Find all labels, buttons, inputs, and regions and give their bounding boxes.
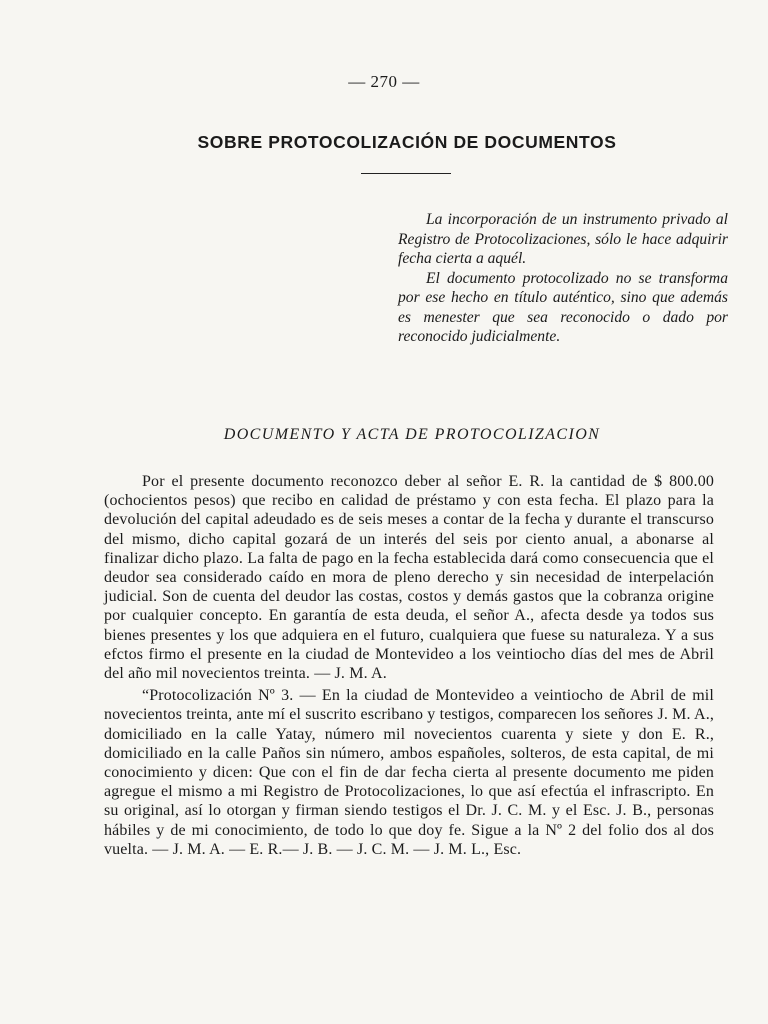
body-text [104, 472, 714, 859]
title-divider [361, 173, 451, 174]
section-heading: DOCUMENTO Y ACTA DE PROTOCOLIZACION [223, 426, 601, 443]
abstract-paragraph: El documento protocolizado no se transforma por ese hecho en título auténtico, sino que además es menester que sea reconocido o dado por reconocido judicialmente. [398, 269, 728, 345]
body-paragraph-document: Por el presente documento reconozco deber al señor E. R. la cantidad de $ 800.00 (ochocientos pesos) que recibo en calidad de préstamo y con esta fecha. El plazo para la devolución del capital adeudado es de seis meses a contar de la fecha y durante el transcurso del mismo, dicho capital gozará de un interés del seis por ciento anual, a abonarse al finalizar dicho plazo. La falta de pago en la fecha establecida dará como consecuencia que el deudor sea considerado caído en mora de pleno derecho y sin necesidad de interpelación judicial. Son de cuenta del deudor las costas, costos y demás gastos que la cobranza origine por cualquier concepto. En garantía de esta deuda, el señor A., afecta desde ya todos sus bienes presentes y los que adquiera en el futuro, cualquiera que fuese su naturaleza. Y a sus efctos firmo el presente en la ciudad de Montevideo a los veintiocho días del mes de Abril del año mil novecientos treinta. — J. M. A. [104, 473, 714, 683]
page-title: SOBRE PROTOCOLIZACIÓN DE DOCUMENTOS [197, 132, 617, 152]
abstract-paragraph: La incorporación de un instrumento privado al Registro de Protocolizaciones, sólo le hace adquirir fecha cierta a aquél. [398, 211, 728, 267]
page-number: — 270 — [348, 72, 420, 91]
body-paragraph-protocolization: “Protocolización Nº 3. — En la ciudad de Montevideo a veintiocho de Abril de mil novecientos treinta, ante mí el suscrito escribano y testigos, comparecen los señores J. M. A., domiciliado en la calle Yatay, número mil novecientos cuarenta y siete y don E. R., domiciliado en la calle Paños sin número, ambos españoles, solteros, de esta capital, de mi conocimiento y dicen: Que con el fin de dar fecha cierta al presente documento me piden agregue el mismo a mi Registro de Protocolizaciones, lo que así efectúa el infrascripto. En su original, así lo otorgan y firman siendo testigos el Dr. J. C. M. y el Esc. J. B., personas hábiles y de mi conocimiento, de todo lo que doy fe. Sigue a la Nº 2 del folio dos al dos vuelta. — J. M. A. — E. R.— J. B. — J. C. M. — J. M. L., Esc. [104, 687, 714, 858]
abstract-summary [398, 210, 728, 347]
